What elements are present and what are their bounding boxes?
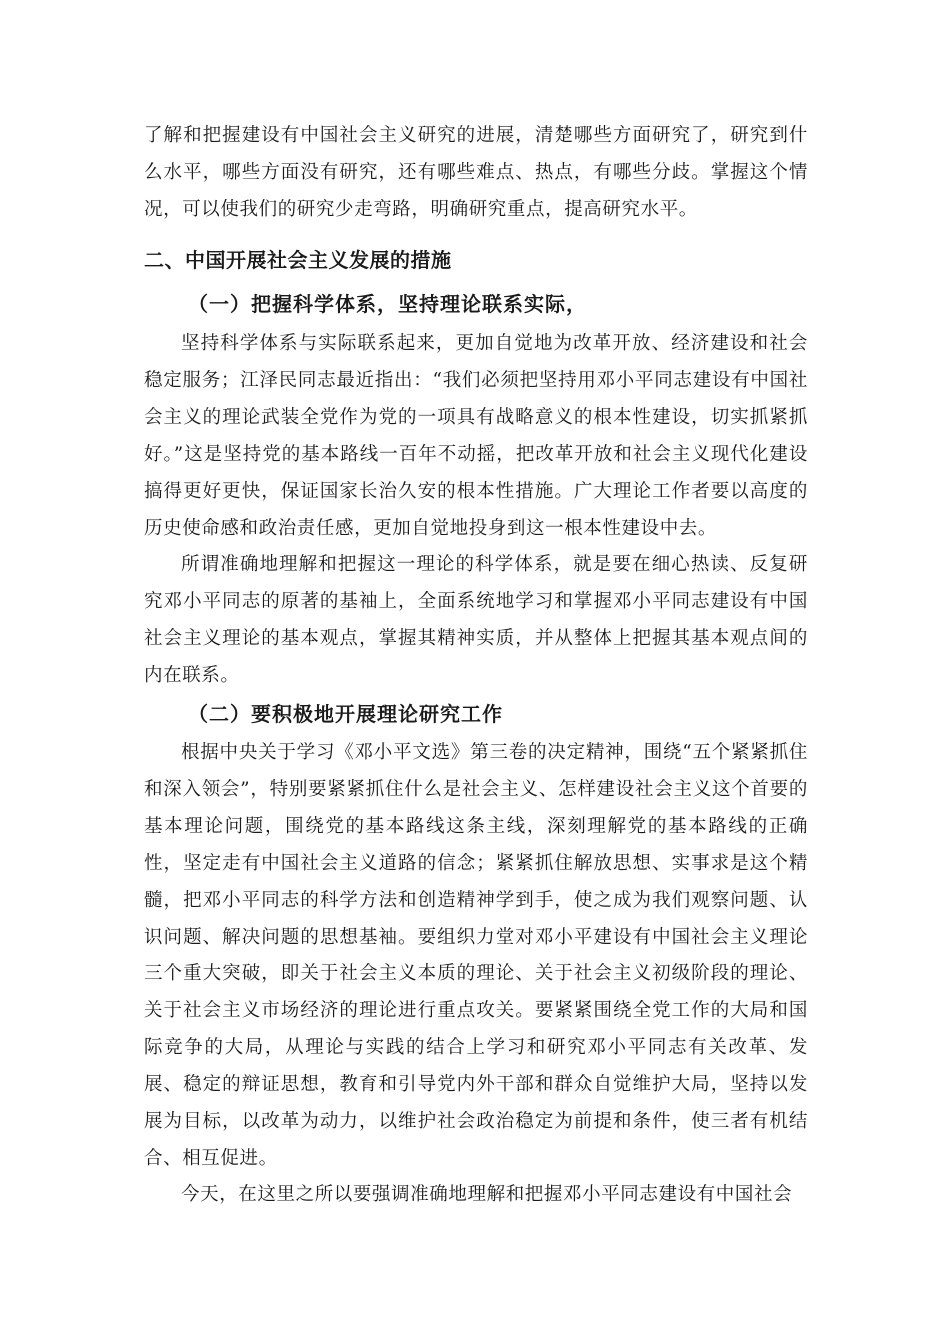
paragraph-scientific-system: 所谓准确地理解和把握这一理论的科学体系，就是要在细心热读、反复研究邓小平同志的原著的基袖上，全面系统地学习和掌握邓小平同志建设有中国社会主义理论的基本观点，掌握其精神实质，并从整体上把握其基本观点间的内在联系。 <box>144 554 808 686</box>
subsection-heading-2: （二）要积极地开展理论研究工作 <box>188 702 503 726</box>
paragraph-intro: 了解和把握建设有中国社会主义研究的进展，清楚哪些方面研究了，研究到什么水平，哪些方面没有研究，还有哪些难点、热点，有哪些分歧。掌握这个情况，可以使我们的研究少走弯路，明确研究重点，提高研究水平。 <box>144 125 808 220</box>
paragraph-research-work: 根据中央关于学习《邓小平文选》第三卷的决定精神，围绕“五个紧紧抓住和深入领会”，特别要紧紧抓住什么是社会主义、怎样建设社会主义这个首要的基本理论问题，围绕党的基本路线这条主线，深刻理解党的基本路线的正确性，坚定走有中国社会主义道路的信念；紧紧抓住解放思想、实事求是这个精髓，把邓小平同志的科学方法和创造精神学到手，使之成为我们观察问题、认识问题、解决问题的思想基袖。要组织力堂对邓小平建设有中国社会主义理论三个重大突破，即关于社会主义本质的理论、关于社会主义初级阶段的理论、关于社会主义市场经济的理论进行重点攻关。要紧紧围绕全党工作的大局和国际竞争的大局，从理论与实践的结合上学习和研究邓小平同志有关改革、发展、稳定的辩证思想，教育和引导党内外干部和群众自觉维护大局，坚持以发展为目标，以改革为动力，以维护社会政治稳定为前提和条件，使三者有机结合、相互促进。 <box>144 742 808 1169</box>
subsection-heading-1: （一）把握科学体系，坚持理论联系实际， <box>188 292 587 316</box>
paragraph-today: 今天，在这里之所以要强调准确地理解和把握邓小平同志建设有中国社会 <box>181 1184 793 1205</box>
paragraph-practice: 坚持科学体系与实际联系起来，更加自觉地为改革开放、经济建设和社会稳定服务；江泽民同志最近指出：“我们必须把坚持用邓小平同志建设有中国社会主义的理论武装全党作为党的一项具有战略意义的根本性建设，切实抓紧抓好。”这是坚持党的基本路线一百年不动摇，把改革开放和社会主义现代化建设搞得更好更快，保证国家长治久安的根本性措施。广大理论工作者要以高度的历史使命感和政治责任感，更加自觉地投身到这一根本性建设中去。 <box>144 333 808 539</box>
section-heading: 二、中国开展社会主义发展的措施 <box>144 248 452 272</box>
